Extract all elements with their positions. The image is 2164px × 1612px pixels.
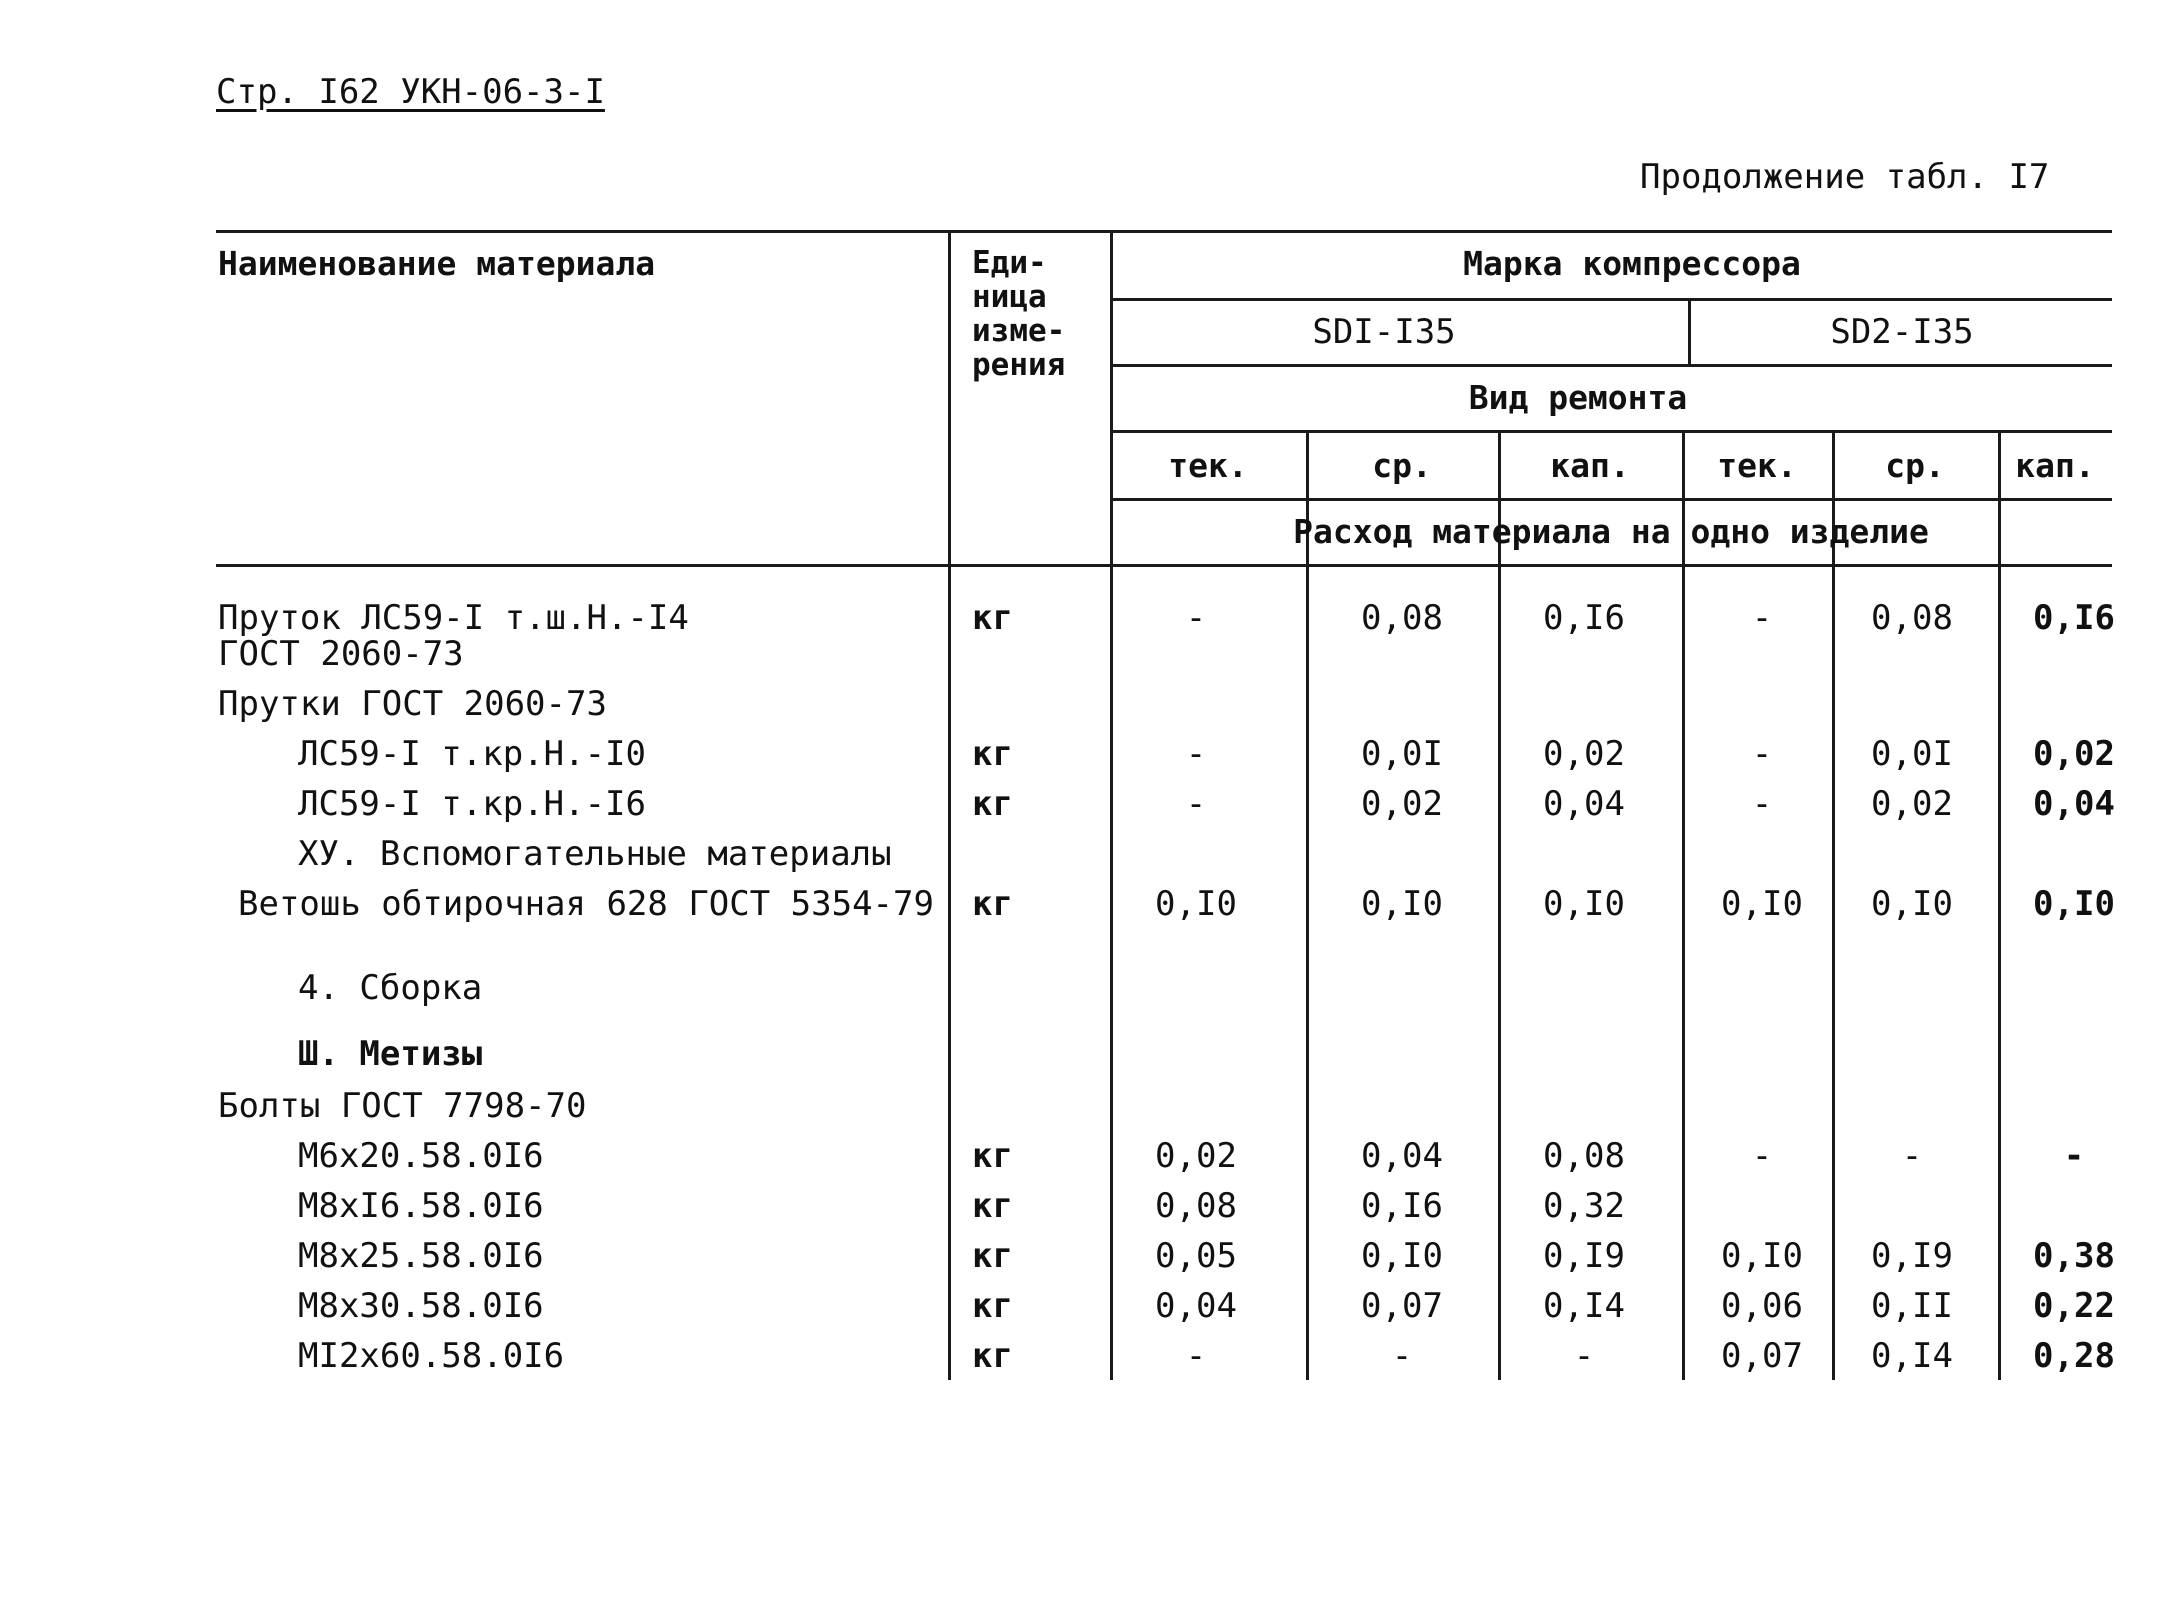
unit-cell: кг (972, 1236, 1013, 1276)
material-name: ЛС59-I т.кр.Н.-I6 (298, 784, 646, 824)
header-repair-type-5: ср. (1885, 446, 1945, 485)
material-name: ХУ. Вспомогательные материалы (298, 834, 892, 874)
column-divider-3 (1498, 430, 1501, 1380)
unit-cell: кг (972, 598, 1013, 638)
table-top-rule (216, 230, 2112, 233)
header-repair-type-2: ср. (1372, 446, 1432, 485)
value-cell: 0,I0 (1871, 884, 1953, 924)
material-name: Ветошь обтирочная 628 ГОСТ 5354-79 (238, 884, 934, 924)
material-name: Болты ГОСТ 7798-70 (218, 1086, 587, 1126)
material-name: ЛС59-I т.кр.Н.-I0 (298, 734, 646, 774)
header-material-name: Наименование материала (218, 244, 656, 283)
value-cell: - (1573, 1336, 1595, 1376)
unit-cell: кг (972, 734, 1013, 774)
value-cell: 0,I4 (1543, 1286, 1625, 1326)
material-name: М8х30.58.0I6 (298, 1286, 544, 1326)
value-cell: 0,I4 (1871, 1336, 1953, 1376)
unit-cell: кг (972, 1286, 1013, 1326)
unit-cell: кг (972, 1136, 1013, 1176)
value-cell: 0,07 (1721, 1336, 1803, 1376)
value-cell: 0,32 (1543, 1186, 1625, 1226)
unit-cell: кг (972, 1336, 1013, 1376)
material-name: Ш. Метизы (298, 1034, 483, 1074)
value-cell: - (1751, 1136, 1773, 1176)
value-cell: 0,0I (1361, 734, 1443, 774)
material-name: 4. Сборка (298, 968, 483, 1008)
value-cell: 0,04 (2033, 784, 2115, 824)
column-divider-5 (1832, 430, 1835, 1380)
value-cell: - (1751, 784, 1773, 824)
header-repair-type-1: тек. (1168, 446, 1248, 485)
value-cell: 0,08 (1871, 598, 1953, 638)
header-repair-type-4: тек. (1717, 446, 1797, 485)
header-compressor-brand: Марка компрессора (1463, 244, 1801, 283)
value-cell: 0,I0 (1721, 1236, 1803, 1276)
brand-rule (1110, 298, 2112, 301)
value-cell: 0,I9 (1871, 1236, 1953, 1276)
unit-cell: кг (972, 784, 1013, 824)
value-cell: - (1185, 1336, 1207, 1376)
header-unit-line-2: ница (972, 279, 1047, 315)
value-cell: - (1185, 734, 1207, 774)
value-cell: - (1185, 598, 1207, 638)
material-name: Прутки ГОСТ 2060-73 (218, 684, 607, 724)
column-divider-4 (1682, 430, 1685, 1380)
material-name: МI2х60.58.0I6 (298, 1336, 565, 1376)
value-cell: 0,I6 (2033, 598, 2115, 638)
value-cell: 0,I0 (1543, 884, 1625, 924)
value-cell: 0,06 (1721, 1286, 1803, 1326)
value-cell: 0,I9 (1543, 1236, 1625, 1276)
value-cell: 0,38 (2033, 1236, 2115, 1276)
value-cell: 0,I0 (1361, 1236, 1443, 1276)
value-cell: 0,04 (1543, 784, 1625, 824)
value-cell: 0,I6 (1361, 1186, 1443, 1226)
material-name: М6х20.58.0I6 (298, 1136, 544, 1176)
material-name: М8хI6.58.0I6 (298, 1186, 544, 1226)
value-cell: 0,05 (1155, 1236, 1237, 1276)
value-cell: 0,08 (1361, 598, 1443, 638)
value-cell: - (1751, 734, 1773, 774)
header-compressor-sd2: SD2-I35 (1830, 312, 1974, 352)
value-cell: - (1185, 784, 1207, 824)
value-cell: - (1901, 1136, 1923, 1176)
value-cell: - (1751, 598, 1773, 638)
value-cell: 0,II (1871, 1286, 1953, 1326)
values-column-divider (1110, 230, 1113, 1380)
value-cell: 0,I6 (1543, 598, 1625, 638)
header-unit-line-3: изме- (972, 313, 1066, 349)
value-cell: 0,I0 (1361, 884, 1443, 924)
value-cell: 0,02 (1543, 734, 1625, 774)
header-unit-line-1: Еди- (972, 245, 1047, 281)
header-repair-type-3: кап. (1550, 446, 1630, 485)
value-cell: 0,07 (1361, 1286, 1443, 1326)
header-repair-kind: Вид ремонта (1468, 378, 1688, 417)
value-cell: 0,I0 (2033, 884, 2115, 924)
value-cell: 0,0I (1871, 734, 1953, 774)
value-cell: 0,I0 (1155, 884, 1237, 924)
value-cell: - (2063, 1136, 2085, 1176)
value-cell: 0,28 (2033, 1336, 2115, 1376)
unit-column-divider (948, 230, 951, 1380)
column-divider-2 (1306, 430, 1309, 1380)
table-continuation-label: Продолжение табл. I7 (1640, 157, 2050, 197)
value-cell: 0,04 (1361, 1136, 1443, 1176)
value-cell: 0,08 (1543, 1136, 1625, 1176)
repair-kind-rule (1110, 430, 2112, 433)
repair-type-rule (1110, 498, 2112, 501)
page-reference: Стр. I62 УКН-06-3-I (216, 72, 605, 112)
value-cell: 0,I0 (1721, 884, 1803, 924)
value-cell: - (1391, 1336, 1413, 1376)
unit-cell: кг (972, 884, 1013, 924)
compressor-divider (1688, 298, 1691, 366)
column-divider-6 (1998, 430, 2001, 1380)
header-repair-type-6: кап. (2015, 446, 2095, 485)
value-cell: 0,02 (2033, 734, 2115, 774)
material-name: Пруток ЛС59-I т.ш.Н.-I4 (218, 598, 689, 638)
header-compressor-sd1: SDI-I35 (1312, 312, 1456, 352)
material-name: ГОСТ 2060-73 (218, 634, 464, 674)
value-cell: 0,02 (1361, 784, 1443, 824)
value-cell: 0,08 (1155, 1186, 1237, 1226)
value-cell: 0,02 (1155, 1136, 1237, 1176)
header-consumption: Расход материала на одно изделие (1293, 512, 1929, 551)
unit-cell: кг (972, 1186, 1013, 1226)
material-name: М8х25.58.0I6 (298, 1236, 544, 1276)
compressor-rule (1110, 364, 2112, 367)
value-cell: 0,04 (1155, 1286, 1237, 1326)
table-header-bottom-rule (216, 564, 2112, 567)
header-unit-line-4: рения (972, 347, 1066, 383)
value-cell: 0,02 (1871, 784, 1953, 824)
value-cell: 0,22 (2033, 1286, 2115, 1326)
